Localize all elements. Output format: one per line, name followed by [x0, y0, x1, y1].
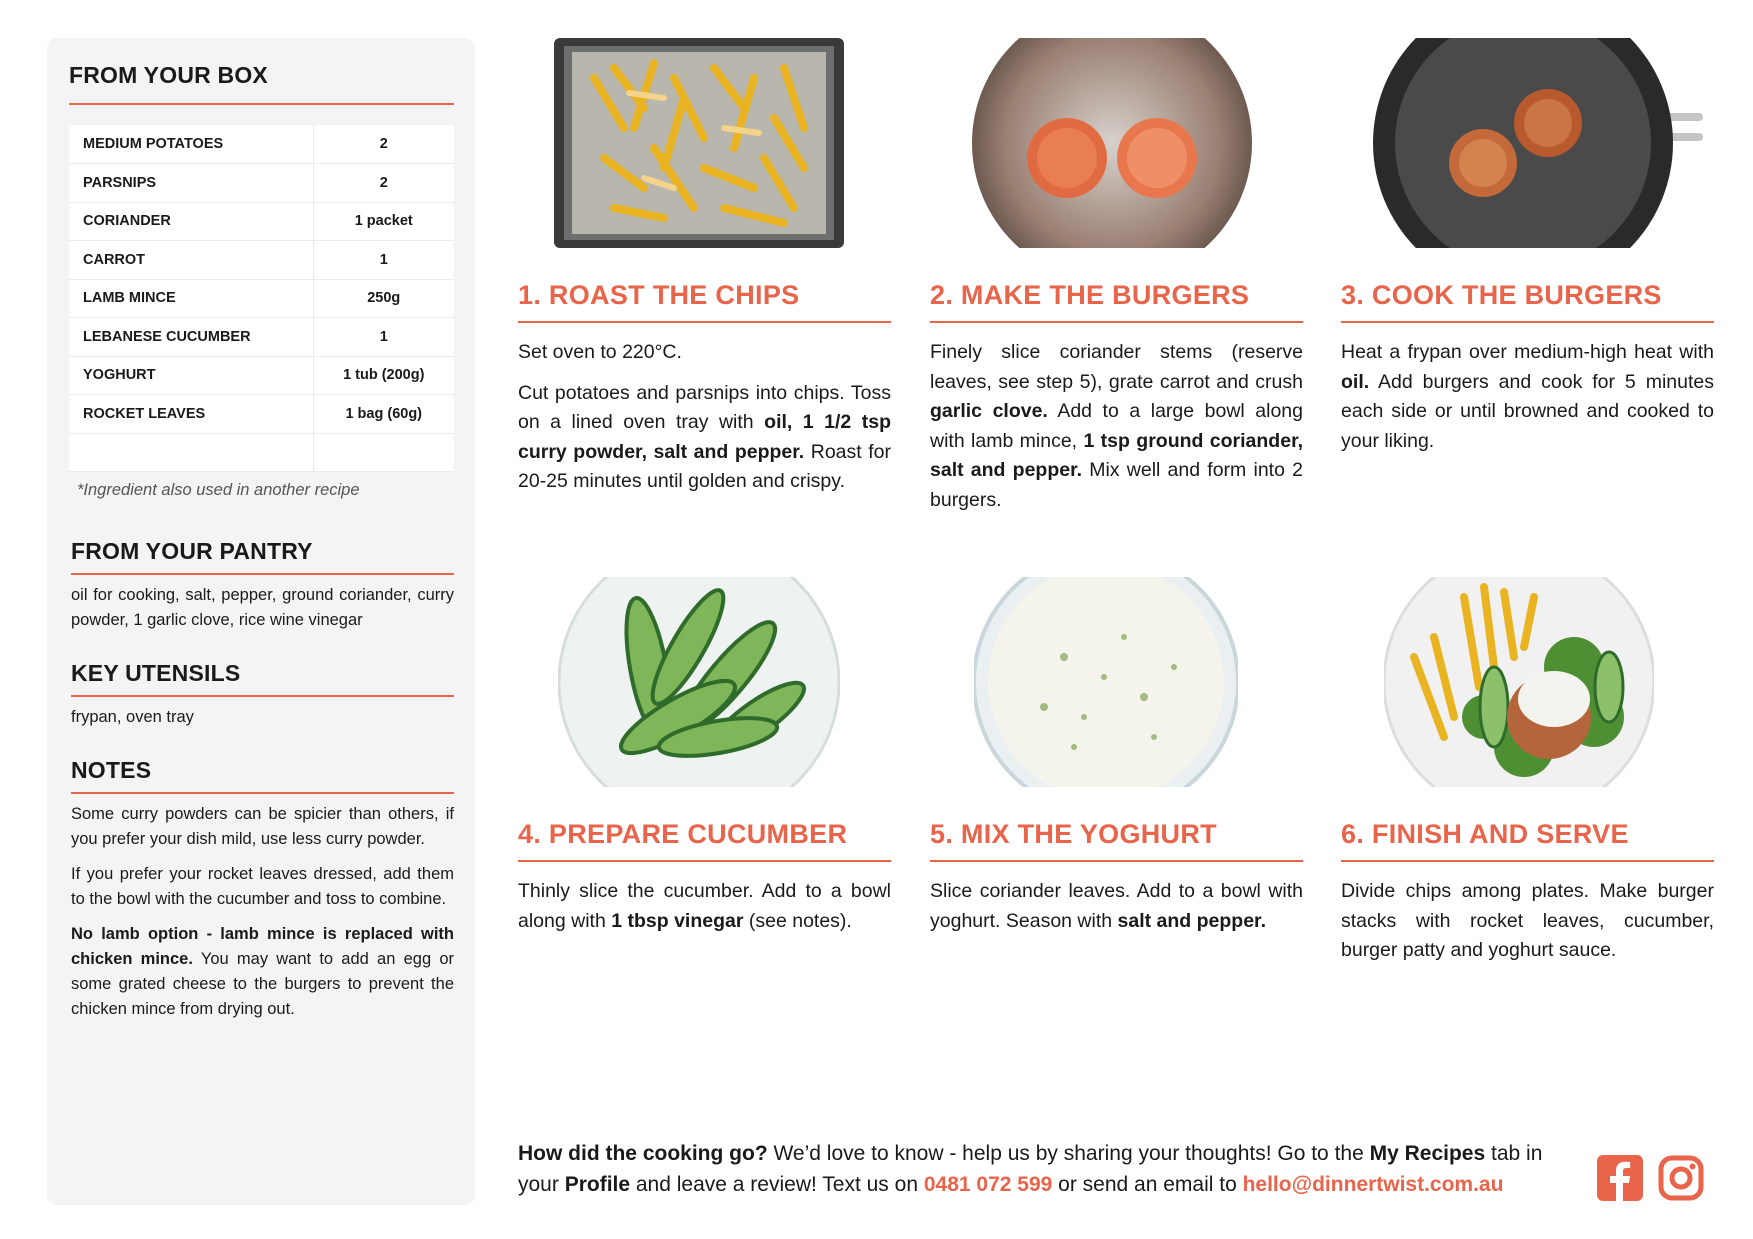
phone-link[interactable]: 0481 072 599 — [923, 1173, 1053, 1196]
footer-text: We’d love to know - help us by sharing your thoughts! Go to the — [767, 1142, 1370, 1165]
instagram-icon[interactable] — [1658, 1155, 1704, 1201]
step-5-text — [930, 877, 1303, 947]
ingredient-qty: 1 bag (60g) — [313, 395, 454, 434]
step-3-title: 3. COOK THE BURGERS — [1341, 280, 1662, 310]
step-paragraph: Set oven to 220°C. — [518, 341, 682, 363]
ingredient-name: ROCKET LEAVES — [69, 395, 313, 434]
note-paragraph: If you prefer your rocket leaves dressed, add them to the bowl with the cucumber and toss to combine. — [71, 865, 454, 908]
ingredient-name: CARROT — [69, 241, 313, 280]
step-2-text — [930, 338, 1303, 526]
text-bold: garlic clove. — [930, 400, 1048, 422]
table-row — [69, 356, 454, 395]
step-4 — [518, 577, 891, 977]
burger-patties-image — [972, 38, 1252, 248]
step-4-text — [518, 877, 891, 947]
ingredients-sidebar — [47, 38, 475, 1205]
pantry-heading: FROM YOUR PANTRY — [71, 538, 313, 564]
step-rule — [518, 321, 891, 323]
ingredient-footnote: *Ingredient also used in another recipe — [77, 481, 360, 499]
ingredient-name: LEBANESE CUCUMBER — [69, 318, 313, 357]
step-paragraph — [1341, 338, 1714, 456]
ingredient-qty: 1 packet — [313, 202, 454, 241]
step-3-text — [1341, 338, 1714, 467]
text-run: Add burgers and cook for 5 minutes each side or until browned and cooked to your liking. — [1341, 370, 1714, 452]
table-row — [69, 318, 454, 357]
step-6-text — [1341, 877, 1714, 977]
step-6 — [1341, 577, 1714, 977]
text-bold: 1 tbsp vinegar — [611, 909, 744, 932]
pantry-text: oil for cooking, salt, pepper, ground coriander, curry powder, 1 garlic clove, rice wine vinegar — [71, 586, 454, 629]
step-paragraph — [518, 379, 891, 497]
ingredient-name: LAMB MINCE — [69, 279, 313, 318]
text-run: Slice coriander leaves. Add to a bowl with yoghurt. Season with — [930, 880, 1303, 932]
roasted-chips-image — [554, 38, 844, 248]
profile-label: Profile — [564, 1173, 631, 1196]
footer-text: or send an email to — [1052, 1173, 1243, 1196]
table-row — [69, 125, 454, 164]
step-paragraph — [930, 877, 1303, 936]
text-bold: salt and pepper. — [1117, 909, 1266, 932]
step-5 — [930, 577, 1303, 977]
step-6-title: 6. FINISH AND SERVE — [1341, 819, 1629, 849]
note-bold: No lamb option - lamb mince is replaced with chicken mince. — [71, 925, 454, 968]
step-rule — [1341, 860, 1714, 862]
note-paragraph: Some curry powders can be spicier than others, if you prefer your dish mild, use less curry powder. — [71, 805, 454, 848]
note-rest: You may want to add an egg or some grated cheese to the burgers to prevent the chicken mince from drying out. — [71, 950, 454, 1018]
heading-rule — [71, 792, 454, 794]
my-recipes-label: My Recipes — [1369, 1142, 1486, 1165]
step-rule — [930, 321, 1303, 323]
ingredient-qty: 1 — [313, 318, 454, 357]
text-run: (see notes). — [743, 909, 852, 932]
ingredient-qty: 2 — [313, 164, 454, 203]
step-1-title: 1. ROAST THE CHIPS — [518, 280, 800, 310]
text-run: Finely slice coriander stems (reserve leaves, see step 5), grate carrot and crush — [930, 341, 1303, 393]
text-run: Add to a large bowl along with lamb mince, — [930, 400, 1303, 452]
step-4-title: 4. PREPARE CUCUMBER — [518, 819, 848, 849]
step-1 — [518, 38, 891, 498]
utensils-heading: KEY UTENSILS — [71, 660, 241, 686]
notes-heading: NOTES — [71, 757, 152, 783]
table-row — [69, 202, 454, 241]
ingredient-qty: 1 tub (200g) — [313, 356, 454, 395]
sliced-cucumber-image — [558, 577, 840, 787]
table-row — [69, 395, 454, 434]
facebook-icon[interactable] — [1597, 1155, 1643, 1201]
heading-rule — [71, 695, 454, 697]
yoghurt-bowl-image — [974, 577, 1238, 787]
email-link[interactable]: hello@dinnertwist.com.au — [1242, 1173, 1504, 1196]
step-2-title: 2. MAKE THE BURGERS — [930, 280, 1250, 310]
burgers-in-frypan-image — [1373, 38, 1703, 248]
ingredient-qty: 250g — [313, 279, 454, 318]
text-bold: oil. — [1341, 370, 1370, 393]
plated-burger-image — [1384, 577, 1654, 787]
note-paragraph — [71, 922, 454, 1022]
ingredient-name: PARSNIPS — [69, 164, 313, 203]
text-run: Cut potatoes and parsnips into chips. Toss on a lined oven tray with — [518, 381, 891, 433]
ingredients-table — [69, 125, 454, 472]
step-rule — [518, 860, 891, 862]
heading-rule — [69, 103, 454, 105]
table-row — [69, 164, 454, 203]
utensils-text: frypan, oven tray — [71, 708, 194, 726]
ingredient-name: MEDIUM POTATOES — [69, 125, 313, 164]
text-run: Heat a frypan over medium-high heat with — [1341, 341, 1714, 363]
text-run: Roast for 20-25 minutes until golden and crispy. — [518, 440, 891, 492]
table-row — [69, 241, 454, 280]
text-run: Thinly slice the cucumber. Add to a bowl along with — [518, 880, 891, 932]
empty-cell — [313, 433, 454, 471]
step-1-text — [518, 338, 891, 508]
ingredient-qty: 2 — [313, 125, 454, 164]
step-5-title: 5. MIX THE YOGHURT — [930, 819, 1217, 849]
notes-text — [71, 802, 454, 1032]
empty-cell — [69, 433, 313, 471]
feedback-footer — [518, 1138, 1578, 1200]
step-paragraph — [518, 877, 891, 936]
step-paragraph: Divide chips among plates. Make burger stacks with rocket leaves, cucumber, burger patty and yoghurt sauce. — [1341, 880, 1714, 961]
table-row — [69, 433, 454, 471]
step-paragraph — [930, 338, 1303, 515]
from-your-box-heading: FROM YOUR BOX — [69, 62, 268, 88]
step-rule — [930, 860, 1303, 862]
footer-text: tab in your — [518, 1142, 1543, 1196]
footer-text: and leave a review! Text us on — [630, 1173, 924, 1196]
step-2 — [930, 38, 1303, 511]
step-3 — [1341, 38, 1714, 498]
ingredient-name: YOGHURT — [69, 356, 313, 395]
table-row — [69, 279, 454, 318]
text-bold: oil, 1 1/2 tsp curry powder, salt and pepper. — [518, 411, 891, 463]
footer-question: How did the cooking go? — [518, 1142, 768, 1165]
text-bold: 1 tsp ground coriander, salt and pepper. — [930, 429, 1303, 481]
text-run: Mix well and form into 2 burgers. — [930, 459, 1303, 511]
step-rule — [1341, 321, 1714, 323]
heading-rule — [71, 573, 454, 575]
ingredient-qty: 1 — [313, 241, 454, 280]
ingredient-name: CORIANDER — [69, 202, 313, 241]
